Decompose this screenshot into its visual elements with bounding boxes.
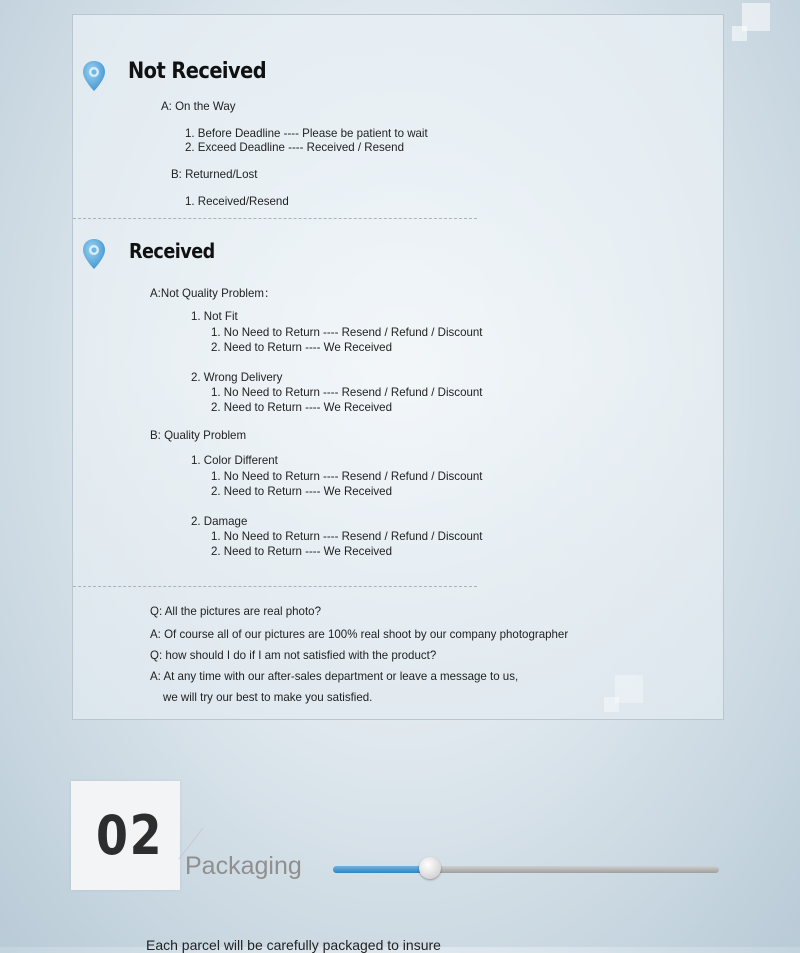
- map-pin-icon: [82, 60, 106, 92]
- section-divider: [73, 586, 477, 587]
- list-item: 2. Need to Return ---- We Received: [211, 484, 392, 498]
- faq-line: we will try our best to make you satisfied.: [163, 690, 373, 704]
- decor-square: [615, 675, 643, 703]
- decor-square: [604, 697, 619, 712]
- section-number: 02: [96, 804, 164, 867]
- list-item: 1. Before Deadline ---- Please be patient to wait: [185, 126, 428, 140]
- progress-fill: [333, 866, 430, 873]
- map-pin-icon: [82, 238, 106, 270]
- on-the-way-label: A: On the Way: [161, 99, 236, 113]
- faq-line: Q: how should I do if I am not satisfied with the product?: [150, 648, 437, 662]
- group-label: 1. Color Different: [191, 453, 278, 467]
- packaging-text: Each parcel will be carefully packaged to insure: [146, 937, 441, 953]
- list-item: 2. Need to Return ---- We Received: [211, 544, 392, 558]
- decor-square: [732, 26, 747, 41]
- received-title: Received: [129, 239, 215, 263]
- faq-line: A: At any time with our after-sales department or leave a message to us,: [150, 669, 519, 683]
- progress-knob[interactable]: [419, 857, 441, 879]
- quality-problem-label: B: Quality Problem: [150, 428, 247, 442]
- returned-lost-label: B: Returned/Lost: [171, 167, 258, 181]
- not-received-title: Not Received: [128, 59, 267, 84]
- section-title: Packaging: [185, 852, 302, 880]
- list-item: 2. Need to Return ---- We Received: [211, 340, 392, 354]
- list-item: 1. No Need to Return ---- Resend / Refund / Discount: [211, 385, 483, 399]
- list-item: 1. No Need to Return ---- Resend / Refund / Discount: [211, 529, 483, 543]
- list-item: 1. No Need to Return ---- Resend / Refund / Discount: [211, 469, 483, 483]
- group-label: 2. Wrong Delivery: [191, 370, 283, 384]
- list-item: 2. Need to Return ---- We Received: [211, 400, 392, 414]
- faq-line: A: Of course all of our pictures are 100% real shoot by our company photographer: [150, 627, 569, 641]
- list-item: 1. No Need to Return ---- Resend / Refund / Discount: [211, 325, 483, 339]
- group-label: 1. Not Fit: [191, 309, 238, 323]
- list-item: 1. Received/Resend: [185, 194, 289, 208]
- list-item: 2. Exceed Deadline ---- Received / Resend: [185, 140, 404, 154]
- faq-line: Q: All the pictures are real photo?: [150, 604, 321, 618]
- section-divider: [73, 218, 477, 219]
- group-label: 2. Damage: [191, 514, 248, 528]
- not-quality-problem-label: A:Not Quality Problem：: [150, 286, 276, 300]
